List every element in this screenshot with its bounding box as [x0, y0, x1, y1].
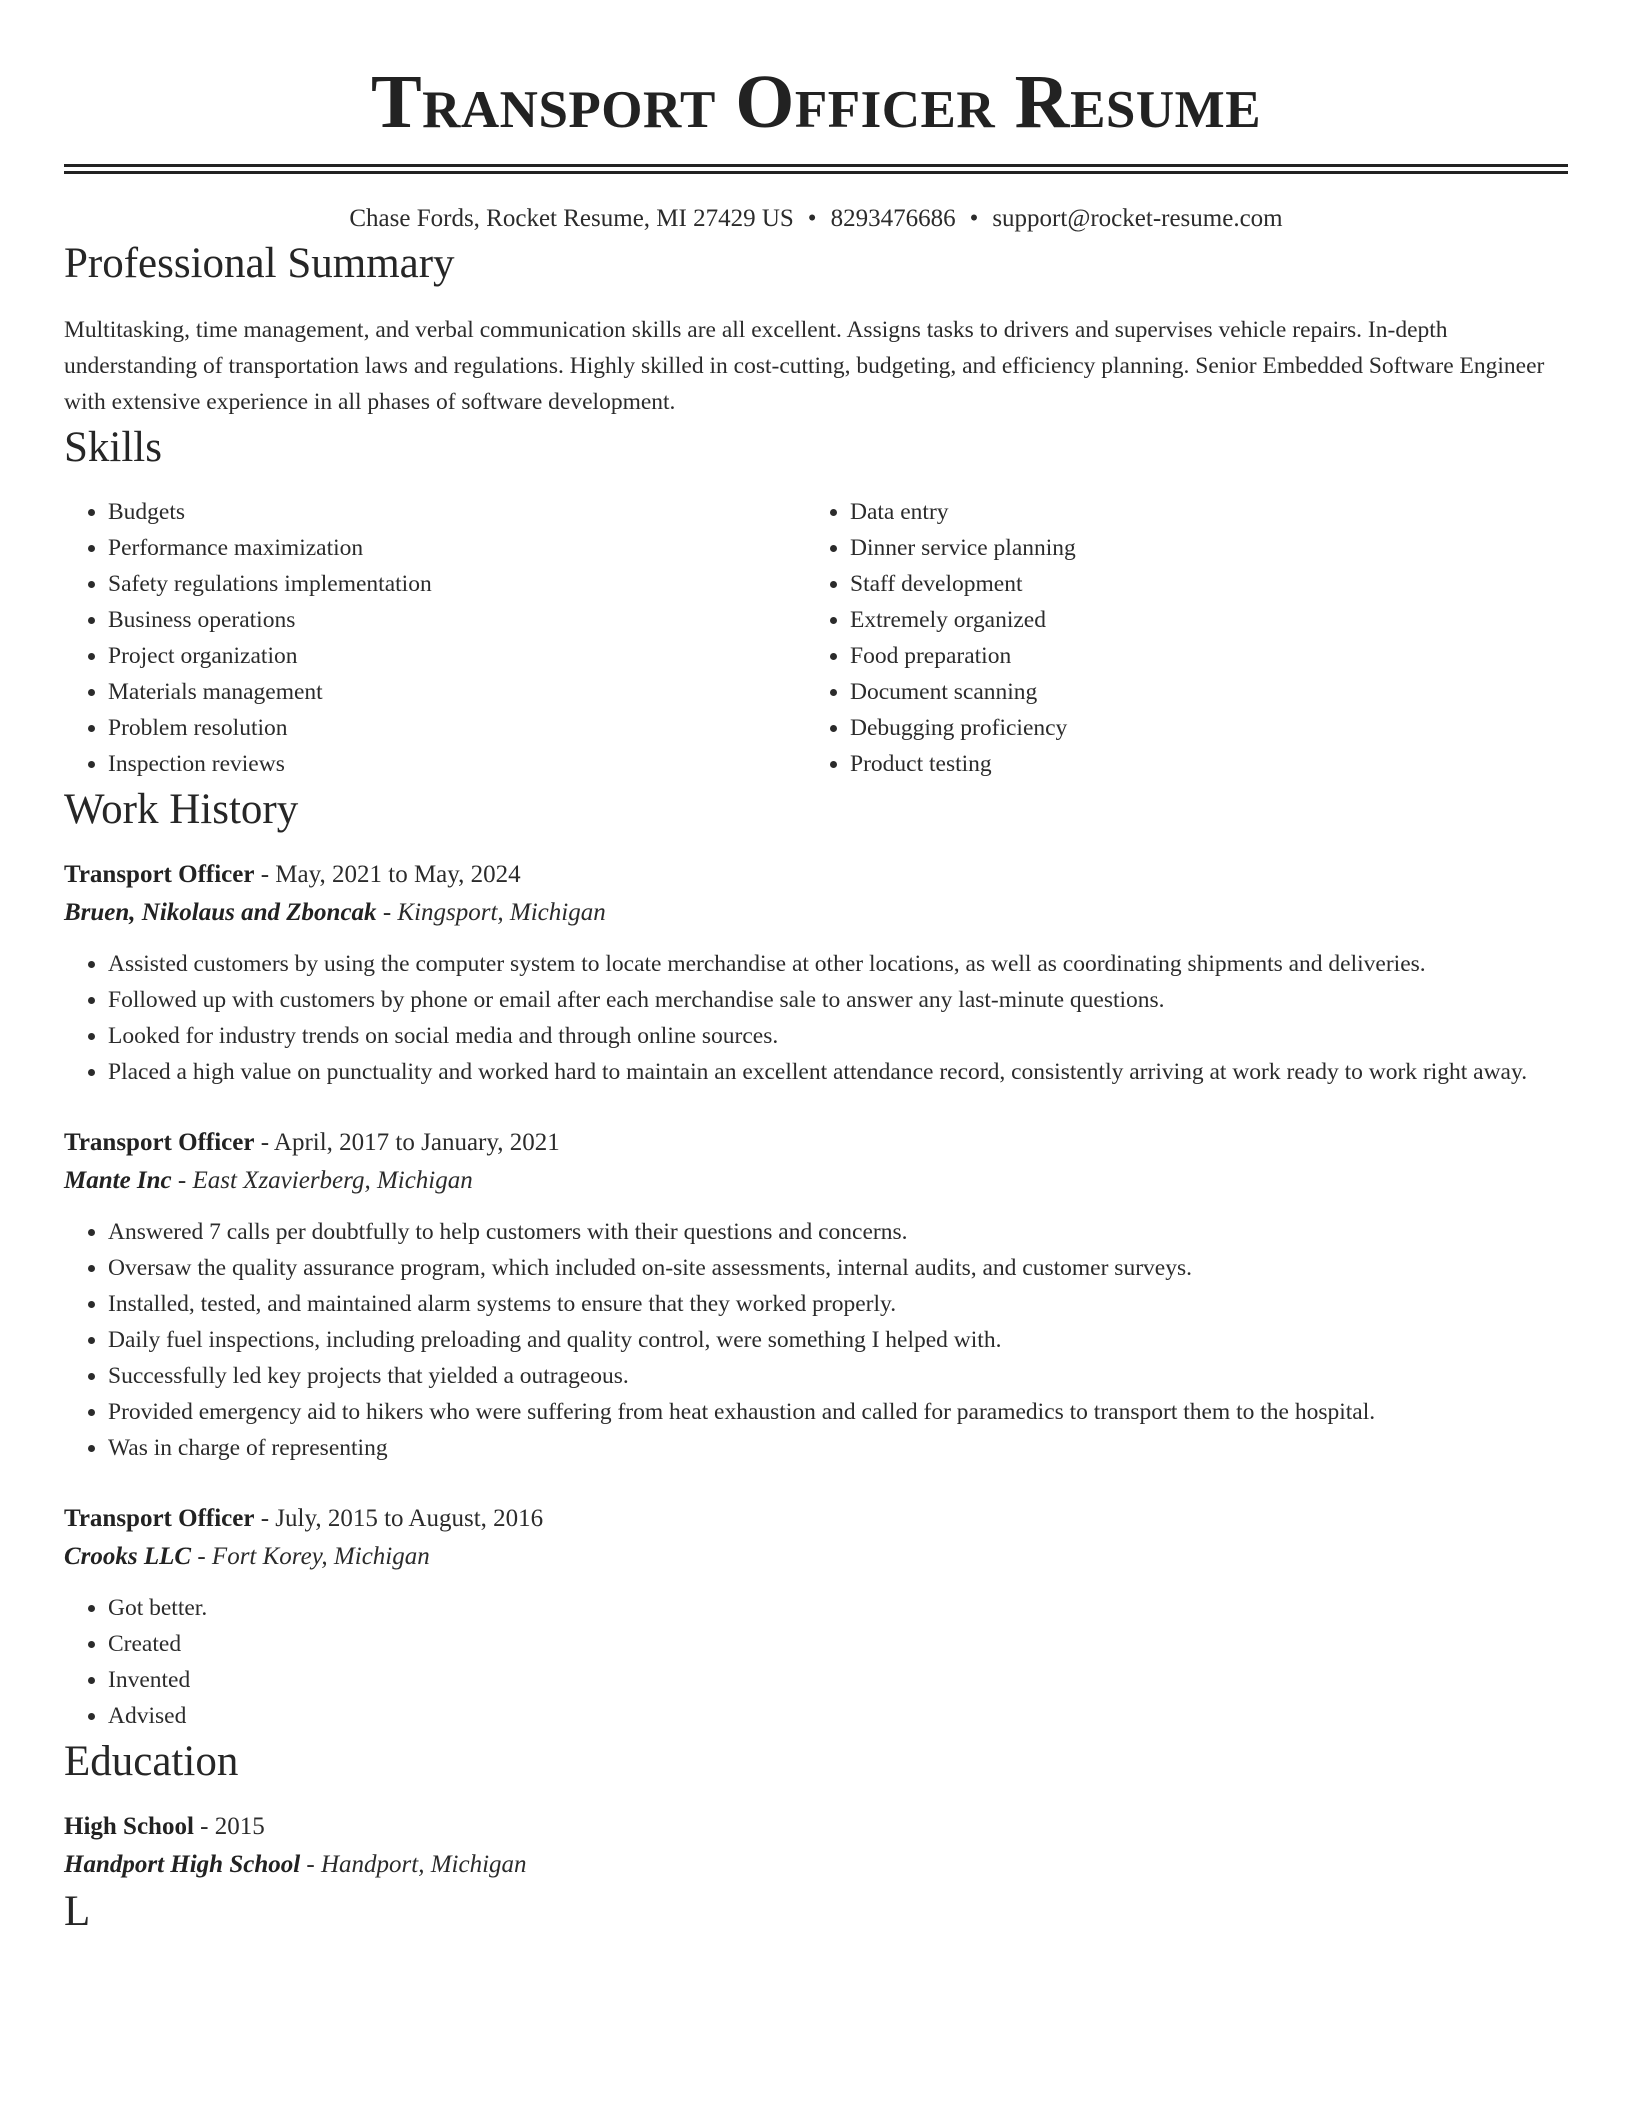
skill-item: • Food preparation — [850, 638, 1568, 674]
duty-item: • Looked for industry trends on social media and through online sources. — [108, 1018, 1568, 1054]
job-duties — [64, 946, 1568, 1090]
summary-heading: Professional Summary — [64, 240, 455, 287]
contact-separator: • — [807, 205, 817, 232]
job-duties — [64, 1590, 1568, 1734]
work-history-heading: Work History — [64, 786, 299, 833]
title-double-rule — [64, 164, 1568, 174]
job-entry — [64, 1500, 1568, 1734]
contact-separator: • — [969, 205, 979, 232]
job-role: Transport Officer — [64, 861, 255, 888]
job-duties — [64, 1214, 1568, 1466]
degree-year: - 2015 — [193, 1813, 265, 1840]
skill-item: • Product testing — [850, 746, 1568, 782]
skill-item: • Staff development — [850, 566, 1568, 602]
skill-item: • Document scanning — [850, 674, 1568, 710]
job-entry — [64, 856, 1568, 1090]
duty-item: • Followed up with customers by phone or email after each merchandise sale to answer any last-minute questions. — [108, 982, 1568, 1018]
contact-phone: 8293476686 — [830, 205, 956, 232]
skill-item: • Materials management — [108, 674, 806, 710]
contact-email: support@rocket-resume.com — [992, 205, 1283, 232]
education-entry — [64, 1808, 1568, 1884]
school-location: - Handport, Michigan — [300, 1851, 527, 1878]
duty-item: • Oversaw the quality assurance program, which included on-site assessments, internal audits, and customer surveys. — [108, 1250, 1568, 1286]
duty-item: • Was in charge of representing — [108, 1430, 1568, 1466]
degree-name: High School — [64, 1813, 194, 1840]
job-dates: - July, 2015 to August, 2016 — [254, 1505, 544, 1532]
job-role: Transport Officer — [64, 1129, 255, 1156]
skills-heading: Skills — [64, 424, 162, 471]
skills-list-left — [64, 494, 806, 782]
education-heading: Education — [64, 1738, 239, 1785]
job-title-line — [64, 1500, 1568, 1538]
duty-item: • Created — [108, 1626, 1568, 1662]
summary-text: Multitasking, time management, and verbal communication skills are all excellent. Assigns tasks to drivers and supervises vehicle repairs. In-depth understanding of transportation laws and regulations. Highly skilled in cost-cutting, budgeting, and efficiency planning. Senior Embedded Software Engineer with extensive experience in all phases of software development. — [64, 317, 1545, 415]
company-name: Mante Inc — [64, 1167, 172, 1194]
skills-list-right — [806, 494, 1568, 782]
company-location: - East Xzavierberg, Michigan — [171, 1167, 473, 1194]
duty-item: • Successfully led key projects that yielded a outrageous. — [108, 1358, 1568, 1394]
company-name: Crooks LLC — [64, 1543, 192, 1570]
school-name: Handport High School — [64, 1851, 301, 1878]
contact-address: Chase Fords, Rocket Resume, MI 27429 US — [349, 205, 794, 232]
skill-item: • Business operations — [108, 602, 806, 638]
skill-item: • Problem resolution — [108, 710, 806, 746]
degree-line — [64, 1808, 1568, 1846]
skills-columns — [64, 494, 1568, 782]
school-line — [64, 1846, 1568, 1884]
duty-item: • Got better. — [108, 1590, 1568, 1626]
company-line — [64, 894, 1568, 932]
skill-item: • Debugging proficiency — [850, 710, 1568, 746]
next-section-heading: L — [64, 1888, 91, 1935]
job-dates: - May, 2021 to May, 2024 — [254, 861, 521, 888]
duty-item: • Advised — [108, 1698, 1568, 1734]
duty-item: • Assisted customers by using the computer system to locate merchandise at other locations, as well as coordinating shipments and deliveries. — [108, 946, 1568, 982]
company-location: - Fort Korey, Michigan — [191, 1543, 430, 1570]
skill-item: • Budgets — [108, 494, 806, 530]
duty-item: • Provided emergency aid to hikers who were suffering from heat exhaustion and called for paramedics to transport them to the hospital. — [108, 1394, 1568, 1430]
skill-item: • Data entry — [850, 494, 1568, 530]
skill-item: • Project organization — [108, 638, 806, 674]
contact-line — [64, 202, 1568, 236]
skill-item: • Extremely organized — [850, 602, 1568, 638]
company-name: Bruen, Nikolaus and Zboncak — [64, 899, 377, 926]
duty-item: • Daily fuel inspections, including preloading and quality control, were something I helped with. — [108, 1322, 1568, 1358]
job-entry — [64, 1124, 1568, 1466]
job-title-line — [64, 1124, 1568, 1162]
skill-item: • Safety regulations implementation — [108, 566, 806, 602]
job-dates: - April, 2017 to January, 2021 — [254, 1129, 560, 1156]
duty-item: • Invented — [108, 1662, 1568, 1698]
skill-item: • Performance maximization — [108, 530, 806, 566]
company-location: - Kingsport, Michigan — [376, 899, 606, 926]
job-title-line — [64, 856, 1568, 894]
duty-item: • Installed, tested, and maintained alarm systems to ensure that they worked properly. — [108, 1286, 1568, 1322]
job-role: Transport Officer — [64, 1505, 255, 1532]
skill-item: • Inspection reviews — [108, 746, 806, 782]
company-line — [64, 1538, 1568, 1576]
skill-item: • Dinner service planning — [850, 530, 1568, 566]
company-line — [64, 1162, 1568, 1200]
duty-item: • Answered 7 calls per doubtfully to help customers with their questions and concerns. — [108, 1214, 1568, 1250]
duty-item: • Placed a high value on punctuality and worked hard to maintain an excellent attendance record, consistently arriving at work ready to work right away. — [108, 1054, 1568, 1090]
resume-title: Transport Officer Resume — [370, 60, 1262, 144]
